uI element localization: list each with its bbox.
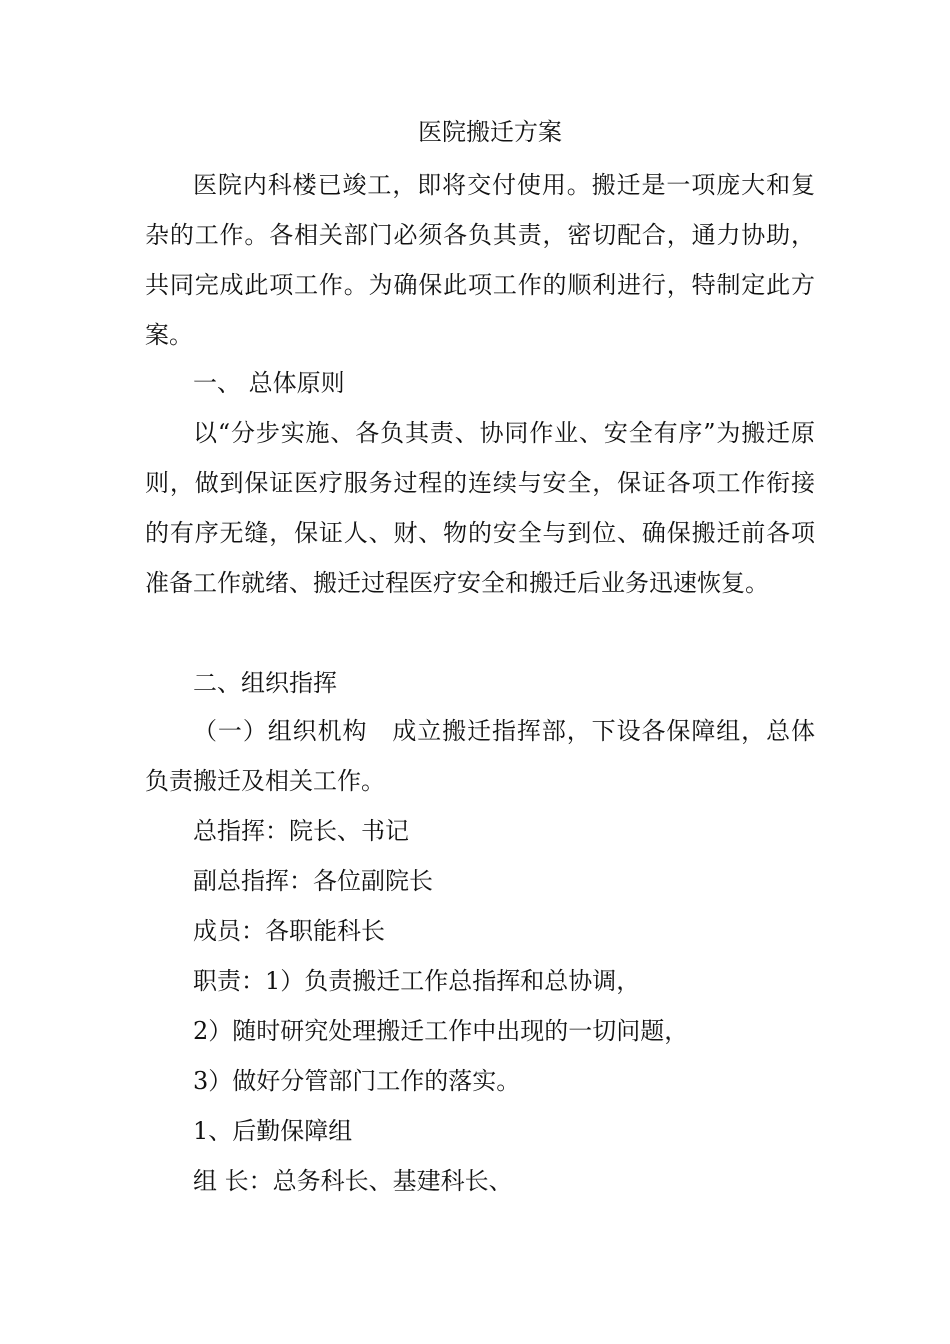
section-2-paragraph: （一）组织机构 成立搬迁指挥部，下设各保障组，总体负责搬迁及相关工作。 bbox=[145, 717, 815, 795]
commander-line: 总指挥：院长、书记 bbox=[193, 817, 409, 845]
section-1-heading: 一、 总体原则 bbox=[193, 369, 345, 397]
section-1-paragraph: 以“分步实施、各负其责、协同作业、安全有序”为搬迁原则，做到保证医疗服务过程的连续与安全，保证各项工作衔接的有序无缝，保证人、财、物的安全与到位、确保搬迁前各项准备工作就绪、搬迁过程医疗安全和搬迁后业务迅速恢复。 bbox=[145, 419, 815, 597]
members-line: 成员：各职能科长 bbox=[193, 917, 385, 945]
intro-paragraph: 医院内科楼已竣工，即将交付使用。搬迁是一项庞大和复杂的工作。各相关部门必须各负其责，密切配合，通力协助，共同完成此项工作。为确保此项工作的顺利进行，特制定此方案。 bbox=[145, 171, 815, 349]
duty-line-2: 2）随时研究处理搬迁工作中出现的一切问题， bbox=[193, 1017, 689, 1045]
section-2-heading: 二、组织指挥 bbox=[193, 669, 337, 697]
group-1-heading: 1、后勤保障组 bbox=[193, 1117, 353, 1145]
group-1-leader-line: 组 长：总务科长、基建科长、 bbox=[193, 1167, 513, 1195]
document-title: 医院搬迁方案 bbox=[418, 118, 562, 146]
deputy-commander-line: 副总指挥：各位副院长 bbox=[193, 867, 433, 895]
duty-line-1: 职责：1）负责搬迁工作总指挥和总协调， bbox=[193, 967, 641, 995]
duty-line-3: 3）做好分管部门工作的落实。 bbox=[193, 1067, 521, 1095]
